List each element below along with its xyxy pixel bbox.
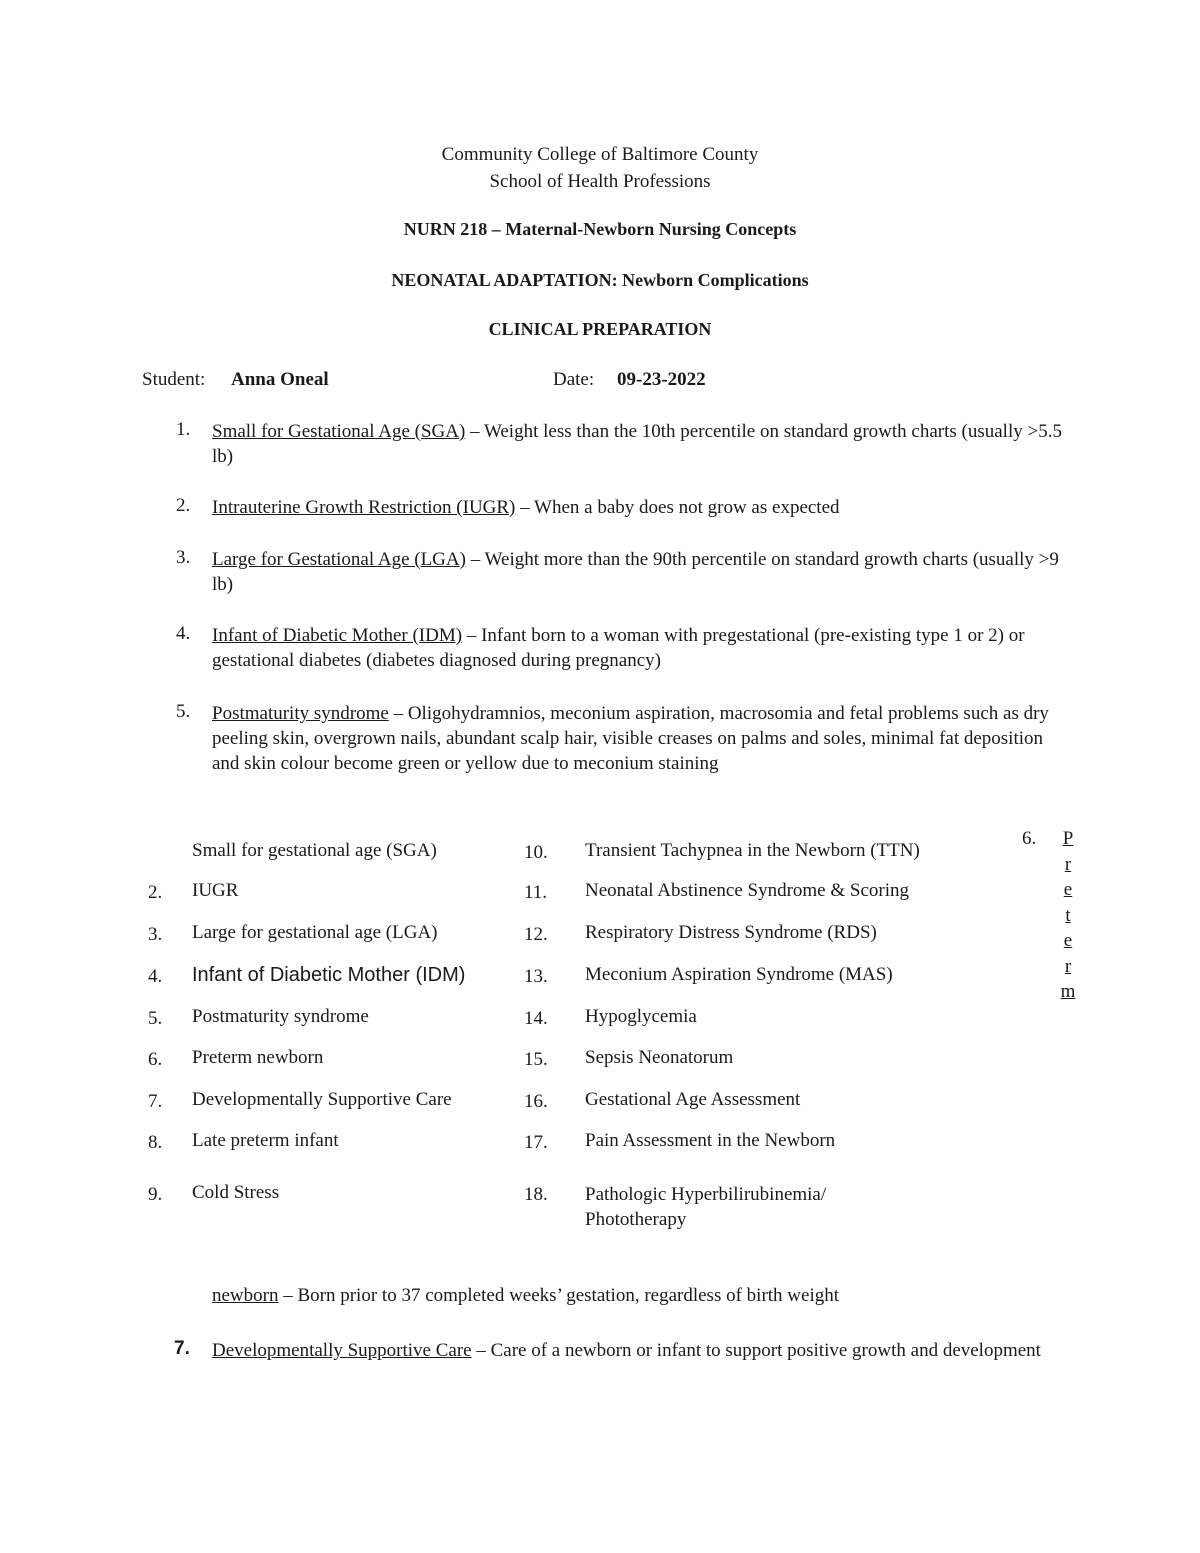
table-number: 11. bbox=[524, 882, 548, 903]
list-item bbox=[212, 701, 1072, 776]
wrapped-term bbox=[1058, 826, 1078, 1005]
item-definition: – Weight more than the 90th percentile on standard growth charts (usually >9 lb) bbox=[212, 549, 1059, 595]
list-item bbox=[212, 623, 1072, 673]
table-cell: Pain Assessment in the Newborn bbox=[585, 1130, 836, 1151]
table-cell: Developmentally Supportive Care bbox=[192, 1089, 452, 1110]
table-cell: Neonatal Abstinence Syndrome & Scoring bbox=[585, 880, 909, 901]
table-cell: Pathologic Hyperbilirubinemia/ Phototherapy bbox=[585, 1184, 827, 1230]
table-cell: Late preterm infant bbox=[192, 1130, 339, 1151]
term-letter: e bbox=[1063, 879, 1073, 900]
item-definition: – Infant born to a woman with pregestational (pre-existing type 1 or 2) or gestational diabetes (diabetes diagnosed during pregnancy) bbox=[212, 625, 1025, 671]
table-cell: Small for gestational age (SGA) bbox=[192, 840, 437, 861]
list-item bbox=[212, 1338, 1072, 1363]
term-letter: m bbox=[1060, 981, 1076, 1002]
table-cell: Hypoglycemia bbox=[585, 1006, 697, 1027]
item-definition: – Care of a newborn or infant to support positive growth and development bbox=[471, 1340, 1041, 1361]
item-term: Developmentally Supportive Care bbox=[212, 1340, 472, 1361]
item-term: Infant of Diabetic Mother (IDM) bbox=[212, 625, 463, 646]
table-cell: Transient Tachypnea in the Newborn (TTN) bbox=[585, 840, 920, 861]
item-number: 6. bbox=[1022, 828, 1037, 849]
date-label: Date: bbox=[553, 369, 595, 390]
table-cell: Respiratory Distress Syndrome (RDS) bbox=[585, 922, 877, 943]
item-term: Intrauterine Growth Restriction (IUGR) bbox=[212, 497, 516, 518]
term-letter: r bbox=[1064, 955, 1072, 977]
date-value: 09-23-2022 bbox=[617, 369, 706, 390]
table-number: 5. bbox=[148, 1008, 163, 1029]
table-number: 15. bbox=[524, 1049, 548, 1070]
table-cell: IUGR bbox=[192, 880, 239, 901]
course-title: NURN 218 – Maternal-Newborn Nursing Concepts bbox=[403, 219, 797, 239]
table-number: 6. bbox=[148, 1049, 163, 1070]
table-number: 10. bbox=[524, 842, 548, 863]
item-definition: – When a baby does not grow as expected bbox=[515, 497, 840, 518]
list-item bbox=[212, 547, 1072, 597]
item-number: 7. bbox=[174, 1338, 190, 1359]
item-number: 4. bbox=[176, 623, 191, 644]
item-definition: – Weight less than the 10th percentile on standard growth charts (usually >5.5 lb) bbox=[212, 421, 1062, 467]
table-number: 9. bbox=[148, 1184, 163, 1205]
table-cell: Cold Stress bbox=[192, 1182, 280, 1203]
table-number: 2. bbox=[148, 882, 163, 903]
list-item bbox=[212, 495, 1072, 520]
term-letter: P bbox=[1062, 828, 1074, 849]
table-number: 12. bbox=[524, 924, 548, 945]
table-number: 16. bbox=[524, 1091, 548, 1112]
term-letter: r bbox=[1064, 853, 1072, 875]
list-item bbox=[212, 419, 1072, 469]
table-number: 17. bbox=[524, 1132, 548, 1153]
list-item bbox=[212, 1283, 1072, 1308]
item-term: Large for Gestational Age (LGA) bbox=[212, 549, 466, 570]
item-number: 5. bbox=[176, 701, 191, 722]
table-cell: Large for gestational age (LGA) bbox=[192, 922, 438, 943]
table-number: 7. bbox=[148, 1091, 163, 1112]
student-name: Anna Oneal bbox=[231, 369, 329, 390]
table-cell: Sepsis Neonatorum bbox=[585, 1047, 734, 1068]
school-name: School of Health Professions bbox=[489, 171, 711, 192]
table-number: 4. bbox=[148, 966, 163, 987]
table-cell: Preterm newborn bbox=[192, 1047, 324, 1068]
table-number: 8. bbox=[148, 1132, 163, 1153]
item-number: 1. bbox=[176, 419, 191, 440]
institution-name: Community College of Baltimore County bbox=[441, 144, 759, 165]
section-title: CLINICAL PREPARATION bbox=[488, 319, 712, 339]
student-label: Student: bbox=[142, 369, 206, 390]
table-cell: Meconium Aspiration Syndrome (MAS) bbox=[585, 964, 893, 985]
item-term: Postmaturity syndrome bbox=[212, 703, 389, 724]
table-cell: Infant of Diabetic Mother (IDM) bbox=[192, 964, 466, 986]
item-definition: – Born prior to 37 completed weeks’ gestation, regardless of birth weight bbox=[278, 1285, 840, 1306]
term-letter: e bbox=[1063, 930, 1073, 951]
item-term: Small for Gestational Age (SGA) bbox=[212, 421, 466, 442]
topic-title: NEONATAL ADAPTATION: Newborn Complications bbox=[391, 270, 809, 290]
table-number: 18. bbox=[524, 1184, 548, 1205]
item-term: newborn bbox=[212, 1285, 279, 1306]
table-cell: Gestational Age Assessment bbox=[585, 1089, 801, 1110]
table-cell: Postmaturity syndrome bbox=[192, 1006, 369, 1027]
item-number: 2. bbox=[176, 495, 191, 516]
term-letter: t bbox=[1065, 904, 1071, 926]
table-number: 13. bbox=[524, 966, 548, 987]
table-number: 14. bbox=[524, 1008, 548, 1029]
table-number: 3. bbox=[148, 924, 163, 945]
item-number: 3. bbox=[176, 547, 191, 568]
item-definition: – Oligohydramnios, meconium aspiration, macrosomia and fetal problems such as dry peeling skin, overgrown nails, abundant scalp hair, visible creases on palms and soles, minimal fat deposition and skin colour become green or yellow due to meconium staining bbox=[212, 703, 1049, 774]
